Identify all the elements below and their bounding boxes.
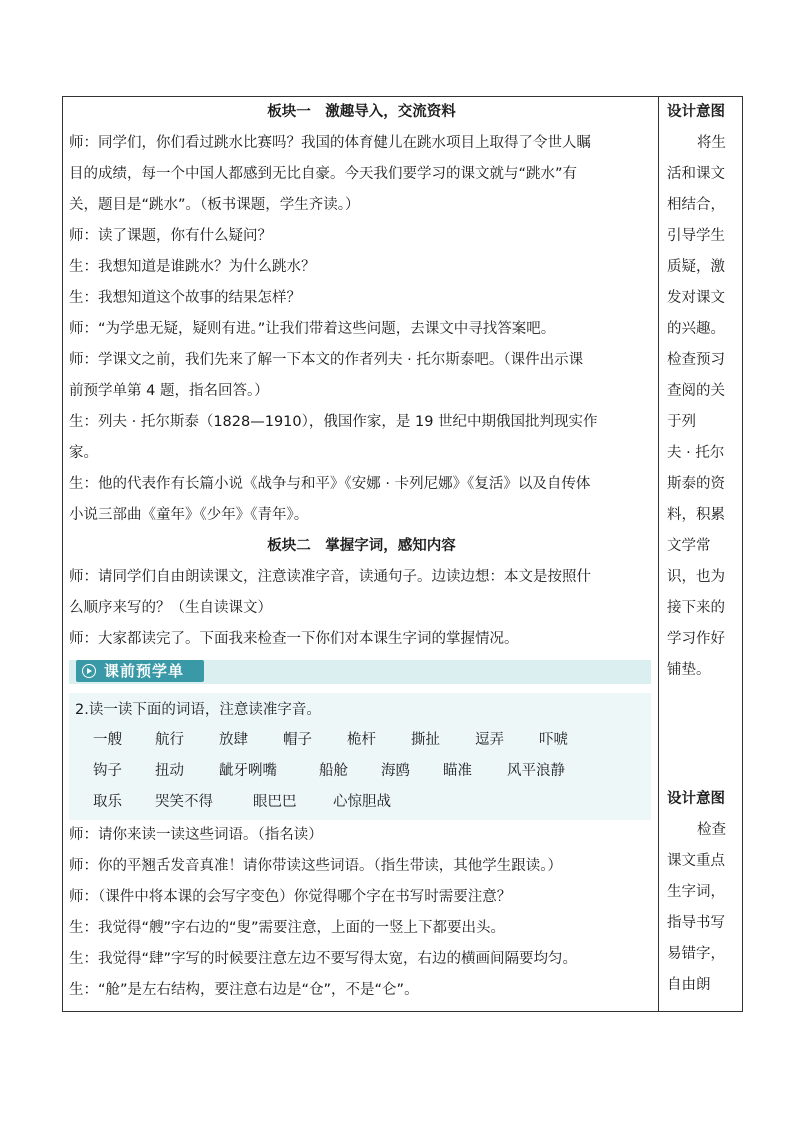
dialogue-line: 师：“为学患无疑，疑则有进。”让我们带着这些问题，去课文中寻找答案吧。	[69, 321, 556, 337]
exercise-instruction: 2.读一读下面的词语，注意读准字音。	[75, 702, 321, 718]
dialogue-line: 生：我想知道这个故事的结果怎样？	[69, 290, 301, 306]
dialogue-line: 目的成绩，每一个中国人都感到无比自豪。今天我们要学习的课文就与“跳水”有	[69, 166, 578, 182]
play-circle-icon	[82, 664, 96, 678]
design-intent-line: 的兴趣。	[667, 321, 725, 337]
dialogue-line: 师：请你来读一读这些词语。（指名读）	[69, 827, 323, 843]
vocab-word: 一艘	[93, 732, 122, 748]
design-intent-line: 生字词，	[667, 884, 725, 900]
dialogue-line: 小说三部曲《童年》《少年》《青年》。	[69, 507, 309, 523]
section-3-body	[69, 820, 654, 1006]
vocab-word: 瞄准	[443, 763, 472, 779]
design-intent-line: 引导学生	[667, 228, 725, 244]
section-1-body	[69, 128, 654, 531]
dialogue-line: 生：他的代表作有长篇小说《战争与和平》《安娜 · 卡列尼娜》《复活》以及自传体	[69, 476, 591, 492]
design-intent-line: 斯泰的资	[667, 476, 725, 492]
design-intent-heading: 设计意图	[667, 791, 725, 807]
vocab-word: 取乐	[93, 794, 122, 810]
design-intent-column	[659, 97, 743, 993]
design-intent-line: 易错字，	[667, 946, 725, 962]
teaching-process-column	[63, 97, 658, 1006]
design-intent-line: 检查	[697, 822, 726, 838]
dialogue-line: 师：（课件中将本课的会写字变色）你觉得哪个字在书写时需要注意？	[69, 889, 512, 905]
section-1-heading: 板块一 激趣导入，交流资料	[267, 104, 456, 120]
preview-sheet-tag	[76, 660, 204, 682]
vocab-word: 航行	[155, 732, 184, 748]
design-intent-line: 查阅的关	[667, 383, 725, 399]
vocab-word: 吓唬	[539, 732, 568, 748]
word-row	[69, 787, 651, 818]
dialogue-line: 家。	[69, 445, 98, 461]
dialogue-line: 前预学单第 4 题，指名回答。）	[69, 383, 269, 399]
vocab-word: 海鸥	[381, 763, 410, 779]
dialogue-line: 生：我想知道是谁跳水？为什么跳水？	[69, 259, 316, 275]
dialogue-line: 生：“舱”是左右结构，要注意右边是“仓”，不是“仑”。	[69, 982, 419, 998]
vocab-word: 放肆	[219, 732, 248, 748]
dialogue-line: 师：同学们，你们看过跳水比赛吗？我国的体育健儿在跳水项目上取得了令世人瞩	[69, 135, 591, 151]
vocab-word: 哭笑不得	[155, 794, 213, 810]
design-intent-line: 识，也为	[667, 569, 725, 585]
dialogue-line: 师：请同学们自由朗读课文，注意读准字音，读通句子。边读边想：本文是按照什	[69, 569, 591, 585]
design-intent-line: 质疑，激	[667, 259, 725, 275]
dialogue-line: 师：学课文之前，我们先来了解一下本文的作者列夫 · 托尔斯泰吧。（课件出示课	[69, 352, 584, 368]
design-intent-line: 发对课文	[667, 290, 725, 306]
vocab-word: 眼巴巴	[253, 794, 297, 810]
dialogue-line: 师：读了课题，你有什么疑问？	[69, 228, 272, 244]
vocab-word: 风平浪静	[507, 763, 565, 779]
design-intent-line: 将生	[697, 135, 726, 151]
vocab-word: 心惊胆战	[333, 794, 391, 810]
design-intent-line: 相结合，	[667, 197, 725, 213]
vocab-word: 扭动	[155, 763, 184, 779]
section-2-body	[69, 562, 654, 655]
design-intent-line: 铺垫。	[667, 662, 711, 678]
preview-sheet-label: 课前预学单	[104, 662, 185, 680]
design-intent-line: 料，积累	[667, 507, 725, 523]
design-intent-line: 自由朗	[667, 977, 711, 993]
vocab-word: 桅杆	[347, 732, 376, 748]
design-intent-line: 夫 · 托尔	[667, 445, 725, 461]
dialogue-line: 师：大家都读完了。下面我来检查一下你们对本课生字词的掌握情况。	[69, 631, 519, 647]
dialogue-line: 师：你的平翘舌发音真准！请你带读这些词语。（指生带读，其他学生跟读。）	[69, 858, 562, 874]
vocab-word: 帽子	[283, 732, 312, 748]
vocab-word: 撕扯	[411, 732, 440, 748]
lesson-table	[62, 96, 743, 1012]
design-intent-line: 检查预习	[667, 352, 725, 368]
vocab-word: 钩子	[93, 763, 122, 779]
design-intent-line: 学习作好	[667, 631, 725, 647]
dialogue-line: 生：我觉得“肆”字写的时候要注意左边不要写得太宽，右边的横画间隔要均匀。	[69, 951, 578, 967]
dialogue-line: 么顺序来写的？（生自读课文）	[69, 600, 272, 616]
design-intent-line: 课文重点	[667, 853, 725, 869]
preview-sheet-banner	[69, 660, 651, 684]
vocab-word: 逗弄	[475, 732, 504, 748]
design-intent-line: 文学常	[667, 538, 711, 554]
design-intent-line: 于列	[667, 414, 696, 430]
dialogue-line: 生：列夫 · 托尔斯泰（1828—1910），俄国作家，是 19 世纪中期俄国批判现实作	[69, 414, 598, 430]
design-intent-2	[659, 784, 743, 1001]
vocab-word: 龇牙咧嘴	[219, 763, 277, 779]
word-row	[69, 725, 651, 756]
dialogue-line: 生：我觉得“艘”字右边的“叟”需要注意，上面的一竖上下都要出头。	[69, 920, 506, 936]
design-intent-heading: 设计意图	[667, 104, 725, 120]
design-intent-line: 指导书写	[667, 915, 725, 931]
vocabulary-exercise	[69, 693, 651, 820]
section-2-heading: 板块二 掌握字词，感知内容	[267, 538, 456, 554]
vocab-word: 船舱	[319, 763, 348, 779]
design-intent-line: 接下来的	[667, 600, 725, 616]
dialogue-line: 关，题目是“跳水”。（板书课题，学生齐读。）	[69, 197, 360, 213]
design-intent-1	[659, 97, 743, 686]
word-row	[69, 756, 651, 787]
design-intent-line: 活和课文	[667, 166, 725, 182]
